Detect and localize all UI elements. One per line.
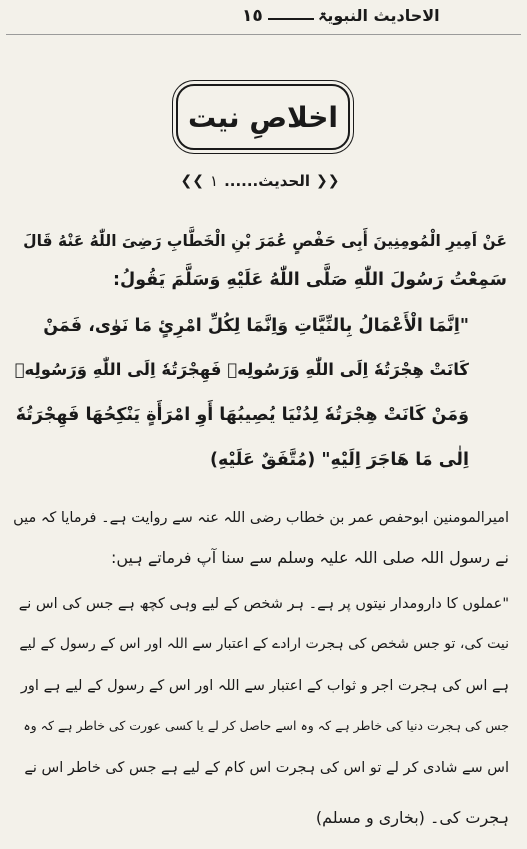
hadith-label-text: الحدیث...... xyxy=(224,172,311,190)
arabic-line: سَمِعْتُ رَسُولَ اللّٰهِ صَلَّى اللّٰهُ عَلَيْهِ وَسَلَّمَ يَقُولُ: xyxy=(113,270,507,290)
header-underline xyxy=(6,34,521,35)
arabic-line: اِلٰى مَا هَاجَرَ اِلَيْهِ" (مُتَّفَقٌ عَلَيْهِ) xyxy=(210,450,469,470)
arabic-line: "اِنَّمَا الْأَعْمَالُ بِالنِّيَّاتِ وَاِنَّمَا لِكُلِّ امْرِئٍ مَا نَوٰى، فَمَنْ xyxy=(43,316,469,336)
urdu-line: نے رسول اللہ صلی اللہ علیہ وسلم سے سنا آپ فرماتے ہیں: xyxy=(110,548,509,567)
ornament-right-icon: ❮❮ xyxy=(316,173,340,189)
arabic-line: كَانَتْ هِجْرَتُهٗ اِلَى اللّٰهِ وَرَسُولِهٖ فَهِجْرَتُهٗ اِلَى اللّٰهِ وَرَسُولِهٖ xyxy=(14,360,469,379)
chapter-title: اخلاصِ نیت xyxy=(187,100,339,134)
ornament-left-icon: ❯❯ xyxy=(180,173,204,189)
page-number: ١٥ xyxy=(242,6,263,26)
hadith-label xyxy=(180,168,340,194)
urdu-line: "عملوں کا دارومدار نیتوں پر ہے۔ ہر شخص کے لیے وہی کچھ ہے جس کی اس نے xyxy=(18,596,509,612)
book-title: الاحادیث النبویۃ xyxy=(318,6,440,25)
urdu-line: نیت کی، تو جس شخص کی ہجرت ارادے کے اعتبار سے اللہ اور اس کے رسول کے لیے xyxy=(19,636,509,652)
page-header xyxy=(6,6,521,28)
urdu-line: ہے اس کی ہجرت اجر و ثواب کے اعتبار سے اللہ اور اس کے رسول کے لیے ہے اور xyxy=(20,678,509,694)
header-rule xyxy=(268,18,314,20)
urdu-line: جس کی ہجرت دنیا کی خاطر ہے کہ وہ اسے حاصل کر لے یا کسی عورت کی خاطر ہے کہ وہ xyxy=(23,718,509,733)
urdu-line: امیرالمومنین ابوحفص عمر بن خطاب رضی اللہ عنہ سے روایت ہے۔ فرمایا کہ میں xyxy=(13,510,509,526)
chapter-title-frame xyxy=(176,84,350,150)
urdu-line: ہجرت کی۔ (بخاری و مسلم) xyxy=(315,808,509,827)
arabic-line: وَمَنْ كَانَتْ هِجْرَتُهٗ لِدُنْيَا يُصِيبُهَا أَوِ امْرَأَةٍ يَنْكِحُهَا فَهِجْرَتُهٗ xyxy=(15,405,469,425)
arabic-line: عَنْ اَمِیرِ الْمُومِنِینَ أَبِی حَفْصٍ عُمَرَ بْنِ الْخَطَّابِ رَضِیَ اللّٰهُ عَنْهُ قَالَ xyxy=(23,232,507,250)
hadith-number: ١ xyxy=(210,172,219,190)
urdu-line: اس سے شادی کر لے تو اس کی ہجرت اس کام کے لیے ہے جس کی خاطر اس نے xyxy=(24,760,509,776)
